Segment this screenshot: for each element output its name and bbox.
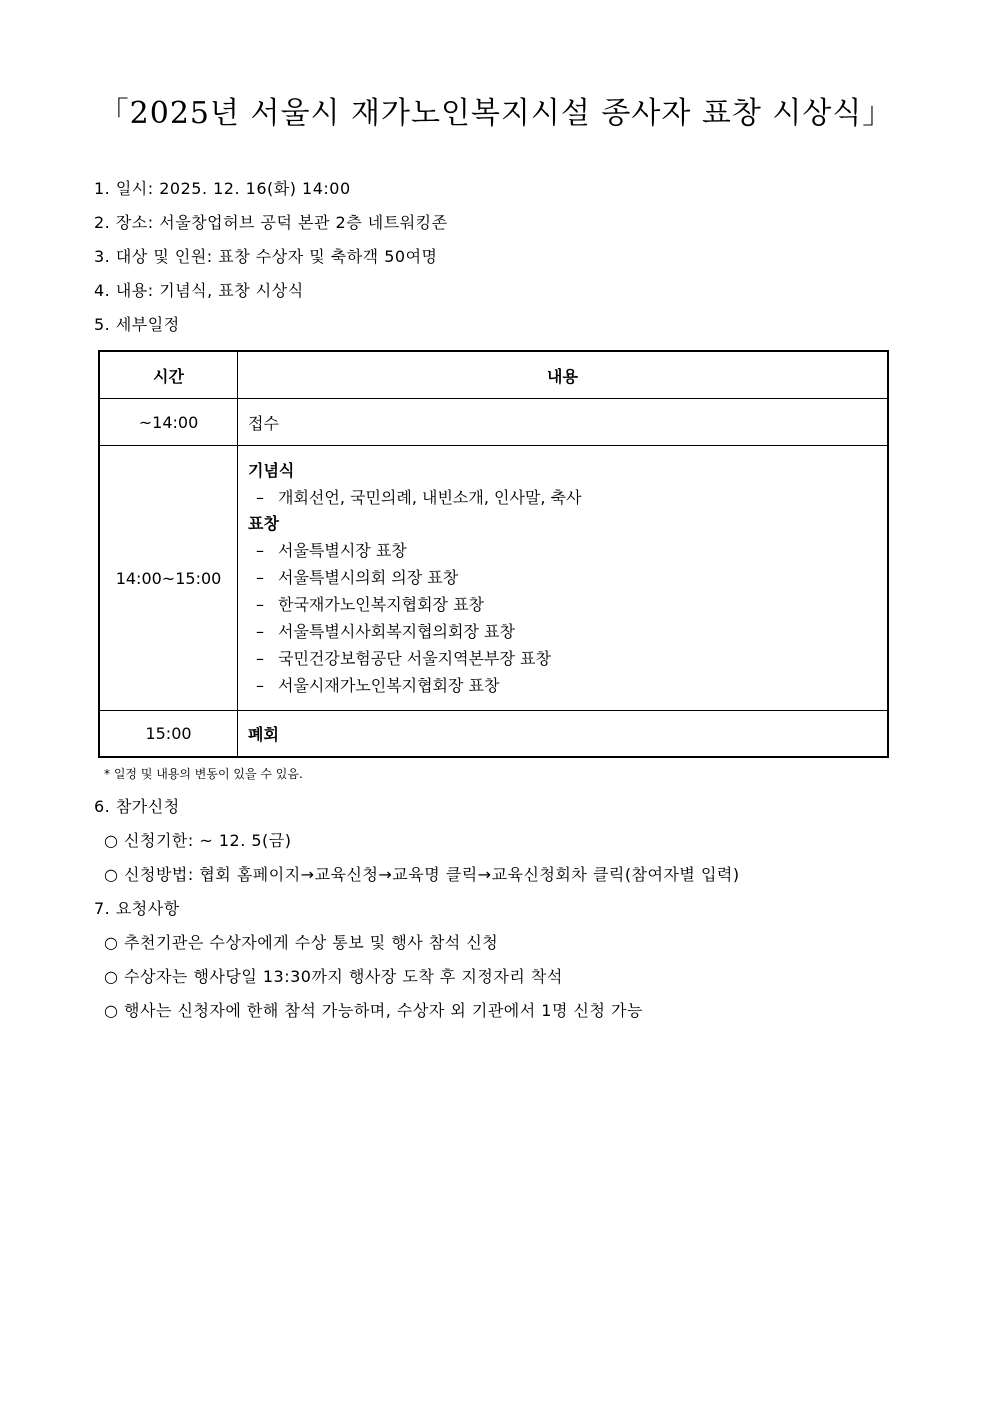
row-content: 폐회 xyxy=(238,711,889,758)
list-item: – 한국재가노인복지협회장 표창 xyxy=(256,594,485,614)
schedule-note: * 일정 및 내용의 변동이 있을 수 있음. xyxy=(104,767,303,781)
row-time: 15:00 xyxy=(99,711,238,758)
request-item: ○ 행사는 신청자에 한해 참석 가능하며, 수상자 외 기관에서 1명 신청 가능 xyxy=(104,1001,643,1020)
request-item: ○ 추천기관은 수상자에게 수상 통보 및 행사 참석 신청 xyxy=(104,933,499,952)
list-item: – 서울특별시사회복지협의회장 표창 xyxy=(256,621,515,641)
application-method: ○ 신청방법: 협회 홈페이지→교육신청→교육명 클릭→교육신청회차 클릭(참여자별 입력) xyxy=(104,865,740,884)
list-item: – 서울특별시의회 의장 표창 xyxy=(256,567,459,587)
header-time: 시간 xyxy=(99,351,238,399)
item-content: 4. 내용: 기념식, 표창 시상식 xyxy=(94,281,304,300)
table-row xyxy=(99,711,888,758)
item-venue: 2. 장소: 서울창업허브 공덕 본관 2층 네트워킹존 xyxy=(94,213,448,232)
request-item: ○ 수상자는 행사당일 13:30까지 행사장 도착 후 지정자리 착석 xyxy=(104,967,563,986)
list-item: – 서울특별시장 표창 xyxy=(256,540,407,560)
list-item: – 개회선언, 국민의례, 내빈소개, 인사말, 축사 xyxy=(256,487,582,507)
page-title: 「2025년 서울시 재가노인복지시설 종사자 표창 시상식」 xyxy=(98,96,894,131)
list-item: – 국민건강보험공단 서울지역본부장 표창 xyxy=(256,648,551,668)
item-datetime: 1. 일시: 2025. 12. 16(화) 14:00 xyxy=(94,179,351,198)
row-time: 14:00~15:00 xyxy=(99,446,238,711)
application-heading: 6. 참가신청 xyxy=(94,797,180,816)
item-attendees: 3. 대상 및 인원: 표창 수상자 및 축하객 50여명 xyxy=(94,247,438,266)
table-row xyxy=(99,446,888,711)
requests-heading: 7. 요청사항 xyxy=(94,899,180,918)
row-content xyxy=(238,446,889,711)
schedule-header-row xyxy=(99,351,888,399)
table-row xyxy=(99,399,888,446)
group-heading-ceremony: 기념식 xyxy=(248,460,295,480)
list-item: – 서울시재가노인복지협회장 표창 xyxy=(256,675,500,695)
item-schedule-heading: 5. 세부일정 xyxy=(94,315,180,334)
group-heading-awards: 표창 xyxy=(248,513,279,533)
header-content: 내용 xyxy=(238,351,889,399)
application-deadline: ○ 신청기한: ~ 12. 5(금) xyxy=(104,831,292,850)
schedule-table xyxy=(98,350,889,758)
row-content: 접수 xyxy=(238,399,889,446)
row-time: ~14:00 xyxy=(99,399,238,446)
